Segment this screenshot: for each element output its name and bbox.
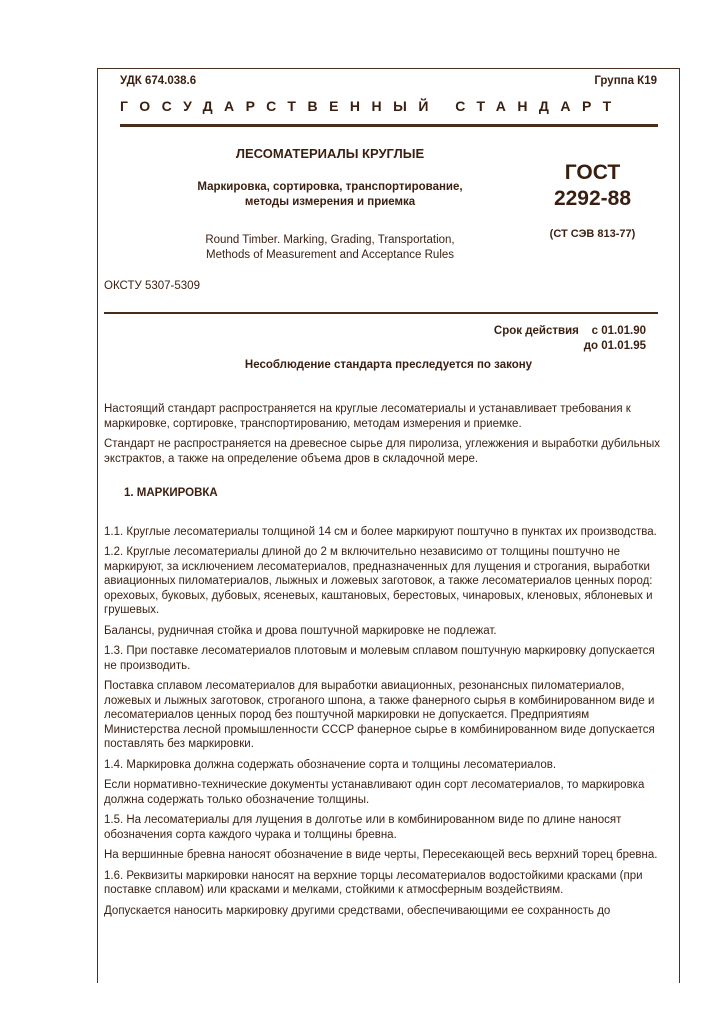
english-title-line: Methods of Measurement and Acceptance Rules <box>205 249 455 261</box>
paragraph: Поставка сплавом лесоматериалов для выработки авиационных, резонансных пиломатериалов, ложевых и лыжных заготовок, строганого шпона, а также фанерного сырья в комбинированном виде и лесоматериалов ценных пород без поштучной маркировки не допускается. Предприятиям Министерства лесной промышленности СССР фанерное сырье в комбинированном виде допускается поставлять без маркировки. <box>104 680 655 750</box>
gost-label: ГОСТ <box>564 161 621 184</box>
paragraph: 1.5. На лесоматериалы для лущения в долготье или в комбинированном виде по длине наносят обозначения сорта каждого чурака и толщины бревна. <box>104 814 622 841</box>
paragraph: Стандарт не распространяется на древесное сырье для пиролиза, углежжения и выработки дубильных экстрактов, а также на определение объема дров в складочной мере. <box>104 438 660 465</box>
english-title-line: Round Timber. Marking, Grading, Transportation, <box>205 234 455 246</box>
st-sev-reference: (СТ СЭВ 813-77) <box>549 228 636 240</box>
law-notice: Несоблюдение стандарта преследуется по закону <box>244 359 533 371</box>
document-title: ЛЕСОМАТЕРИАЛЫ КРУГЛЫЕ <box>235 146 425 161</box>
validity-period <box>494 324 646 354</box>
subtitle-line: методы измерения и приемка <box>244 196 416 208</box>
state-standard-banner: ГОСУДАРСТВЕННЫЙ СТАНДАРТ <box>120 98 623 114</box>
english-title <box>120 233 540 263</box>
validity-label: Срок действия <box>493 325 579 337</box>
validity-to: до 01.01.95 <box>583 340 646 352</box>
paragraph: 1.1. Круглые лесоматериалы толщиной 14 см и более маркируют поштучно в пунктах их производства. <box>104 525 657 538</box>
document-subtitle <box>120 180 540 210</box>
paragraph: Если нормативно-технические документы устанавливают один сорт лесоматериалов, то маркировка должна содержать только обозначение толщины. <box>104 779 645 806</box>
paragraph: 1.2. Круглые лесоматериалы длиной до 2 м включительно независимо от толщины поштучно не маркируют, за исключением лесоматериалов, предназначенных для лущения и строгания, выработки авиационных пиломатериалов, лыжных и ложевых заготовок, а также лесоматериалов ценных пород: ореховых, буковых, дубовых, ясеневых, каштановых, берестовых, чинаровых, кленовых, яблоневых и грушевых. <box>104 546 653 616</box>
paragraph: Настоящий стандарт распространяется на круглые лесоматериалы и устанавливает требования к маркировке, сортировке, транспортированию, методам измерения и приемке. <box>104 403 631 430</box>
paragraph: 1.6. Реквизиты маркировки наносят на верхние торцы лесоматериалов водостойкими красками (при поставке сплавом) или красками и мелками, стойкими к атмосферным воздействиям. <box>104 869 643 896</box>
gost-designation <box>530 160 655 212</box>
paragraph: Допускается наносить маркировку другими средствами, обеспечивающими ее сохранность до <box>104 904 611 917</box>
gost-number: 2292-88 <box>553 187 632 210</box>
udk-code: УДК 674.038.6 <box>120 75 197 87</box>
title-divider <box>104 312 658 314</box>
okstu-code: ОКСТУ 5307-5309 <box>104 280 200 292</box>
section-heading: 1. МАРКИРОВКА <box>124 487 218 499</box>
validity-from: с 01.01.90 <box>591 325 646 337</box>
paragraph: Балансы, рудничная стойка и дрова поштучной маркировке не подлежат. <box>104 624 497 637</box>
group-code: Группа К19 <box>594 75 657 87</box>
paragraph: На вершинные бревна наносят обозначение в виде черты, Пересекающей весь верхний торец бревна. <box>104 849 658 861</box>
paragraph: 1.3. При поставке лесоматериалов плотовым и молевым сплавом поштучную маркировку допускается не производить. <box>104 645 655 672</box>
document-body <box>104 402 664 924</box>
subtitle-line: Маркировка, сортировка, транспортирование, <box>197 181 463 193</box>
paragraph: 1.4. Маркировка должна содержать обозначение сорта и толщины лесоматериалов. <box>104 758 557 771</box>
header-divider <box>120 124 658 127</box>
